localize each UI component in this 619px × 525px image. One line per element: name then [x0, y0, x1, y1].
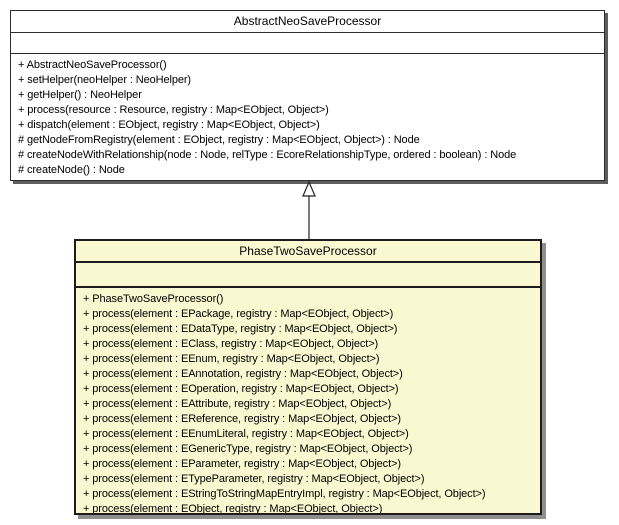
method-item: + process(element : EAttribute, registry : Map<EObject, Object>): [83, 398, 392, 410]
method-item: + process(element : EDataType, registry : Map<EObject, Object>): [83, 323, 398, 335]
method-item: + process(element : EStringToStringMapEntryImpl, registry : Map<EObject, Object>): [83, 488, 486, 500]
method-item: # createNode() : Node: [18, 164, 125, 176]
method-item: + process(resource : Resource, registry : Map<EObject, Object>): [18, 104, 329, 116]
hollow-triangle-arrowhead-icon: [303, 182, 315, 196]
attributes-compartment: [11, 33, 604, 54]
method-item: + process(element : EReference, registry : Map<EObject, Object>): [83, 413, 401, 425]
method-item: + process(element : EEnumLiteral, registry : Map<EObject, Object>): [83, 428, 409, 440]
class-title: PhaseTwoSaveProcessor: [76, 241, 540, 263]
method-item: + process(element : EPackage, registry : Map<EObject, Object>): [83, 308, 394, 320]
methods-compartment: [11, 54, 604, 180]
method-item: + process(element : EEnum, registry : Map<EObject, Object>): [83, 353, 380, 365]
method-item: + PhaseTwoSaveProcessor(): [83, 293, 224, 305]
class-title: AbstractNeoSaveProcessor: [11, 11, 604, 33]
method-item: + process(element : EOperation, registry : Map<EObject, Object>): [83, 383, 399, 395]
generalization-arrow: [300, 181, 318, 239]
method-item: + process(element : EParameter, registry : Map<EObject, Object>): [83, 458, 401, 470]
class-box-abstractneosaveprocessor[interactable]: [10, 10, 605, 181]
class-box-phasetwosaveprocessor[interactable]: [74, 239, 542, 515]
method-item: + process(element : ETypeParameter, registry : Map<EObject, Object>): [83, 473, 425, 485]
method-item: + process(element : EObject, registry : Map<EObject, Object>): [83, 503, 383, 513]
method-item: + process(element : EGenericType, registry : Map<EObject, Object>): [83, 443, 413, 455]
method-item: + getHelper() : NeoHelper: [18, 89, 142, 101]
method-item: + process(element : EAnnotation, registry : Map<EObject, Object>): [83, 368, 403, 380]
method-item: + AbstractNeoSaveProcessor(): [18, 59, 167, 71]
method-item: # createNodeWithRelationship(node : Node, relType : EcoreRelationshipType, ordered : boolean) : Node: [18, 149, 517, 161]
methods-compartment: [76, 288, 540, 513]
method-item: + process(element : EClass, registry : Map<EObject, Object>): [83, 338, 379, 350]
method-item: + setHelper(neoHelper : NeoHelper): [18, 74, 191, 86]
attributes-compartment: [76, 263, 540, 288]
method-item: + dispatch(element : EObject, registry : Map<EObject, Object>): [18, 119, 320, 131]
method-item: # getNodeFromRegistry(element : EObject, registry : Map<EObject, Object>) : Node: [18, 134, 420, 146]
